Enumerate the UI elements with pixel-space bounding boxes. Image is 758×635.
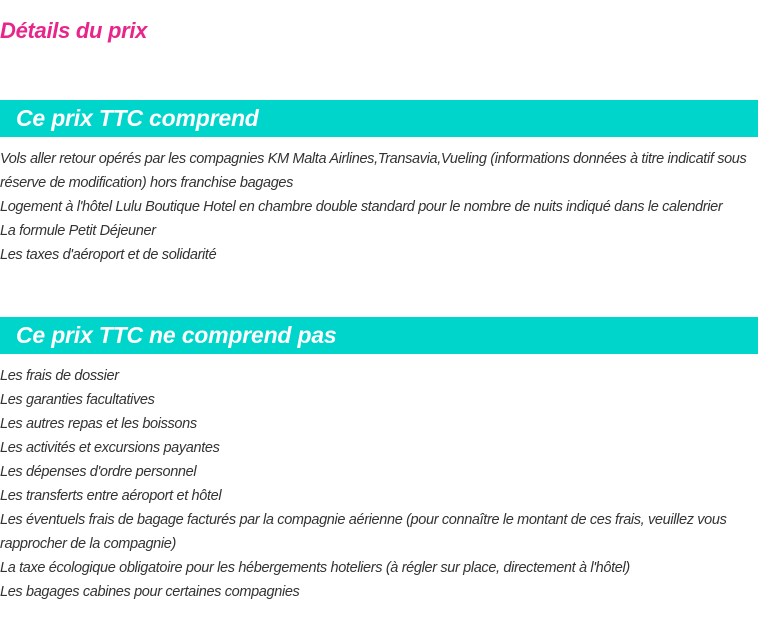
list-item: Les activités et excursions payantes [0, 440, 220, 456]
page-title: Détails du prix [0, 18, 148, 43]
list-item: Les taxes d'aéroport et de solidarité [0, 247, 217, 263]
list-item: Les frais de dossier [0, 368, 119, 384]
list-item: Les garanties facultatives [0, 392, 155, 408]
included-items-list [0, 147, 758, 267]
included-section-header: Ce prix TTC comprend [0, 100, 758, 137]
list-item: La formule Petit Déjeuner [0, 223, 156, 239]
list-item: Les transferts entre aéroport et hôtel [0, 488, 222, 504]
list-item: Vols aller retour opérés par les compagnies KM Malta Airlines,Transavia,Vueling (informations données à titre indicatif sous réserve de modification) hors franchise bagages [0, 151, 747, 191]
list-item: Les autres repas et les boissons [0, 416, 197, 432]
excluded-section-header: Ce prix TTC ne comprend pas [0, 317, 758, 354]
list-item: Les bagages cabines pour certaines compagnies [0, 584, 300, 600]
list-item: Logement à l'hôtel Lulu Boutique Hotel en chambre double standard pour le nombre de nuits indiqué dans le calendrier [0, 199, 723, 215]
excluded-items-list [0, 364, 758, 604]
list-item: Les dépenses d'ordre personnel [0, 464, 197, 480]
list-item: La taxe écologique obligatoire pour les hébergements hoteliers (à régler sur place, directement à l'hôtel) [0, 560, 630, 576]
list-item: Les éventuels frais de bagage facturés par la compagnie aérienne (pour connaître le montant de ces frais, veuillez vous rapprocher de la compagnie) [0, 512, 727, 552]
